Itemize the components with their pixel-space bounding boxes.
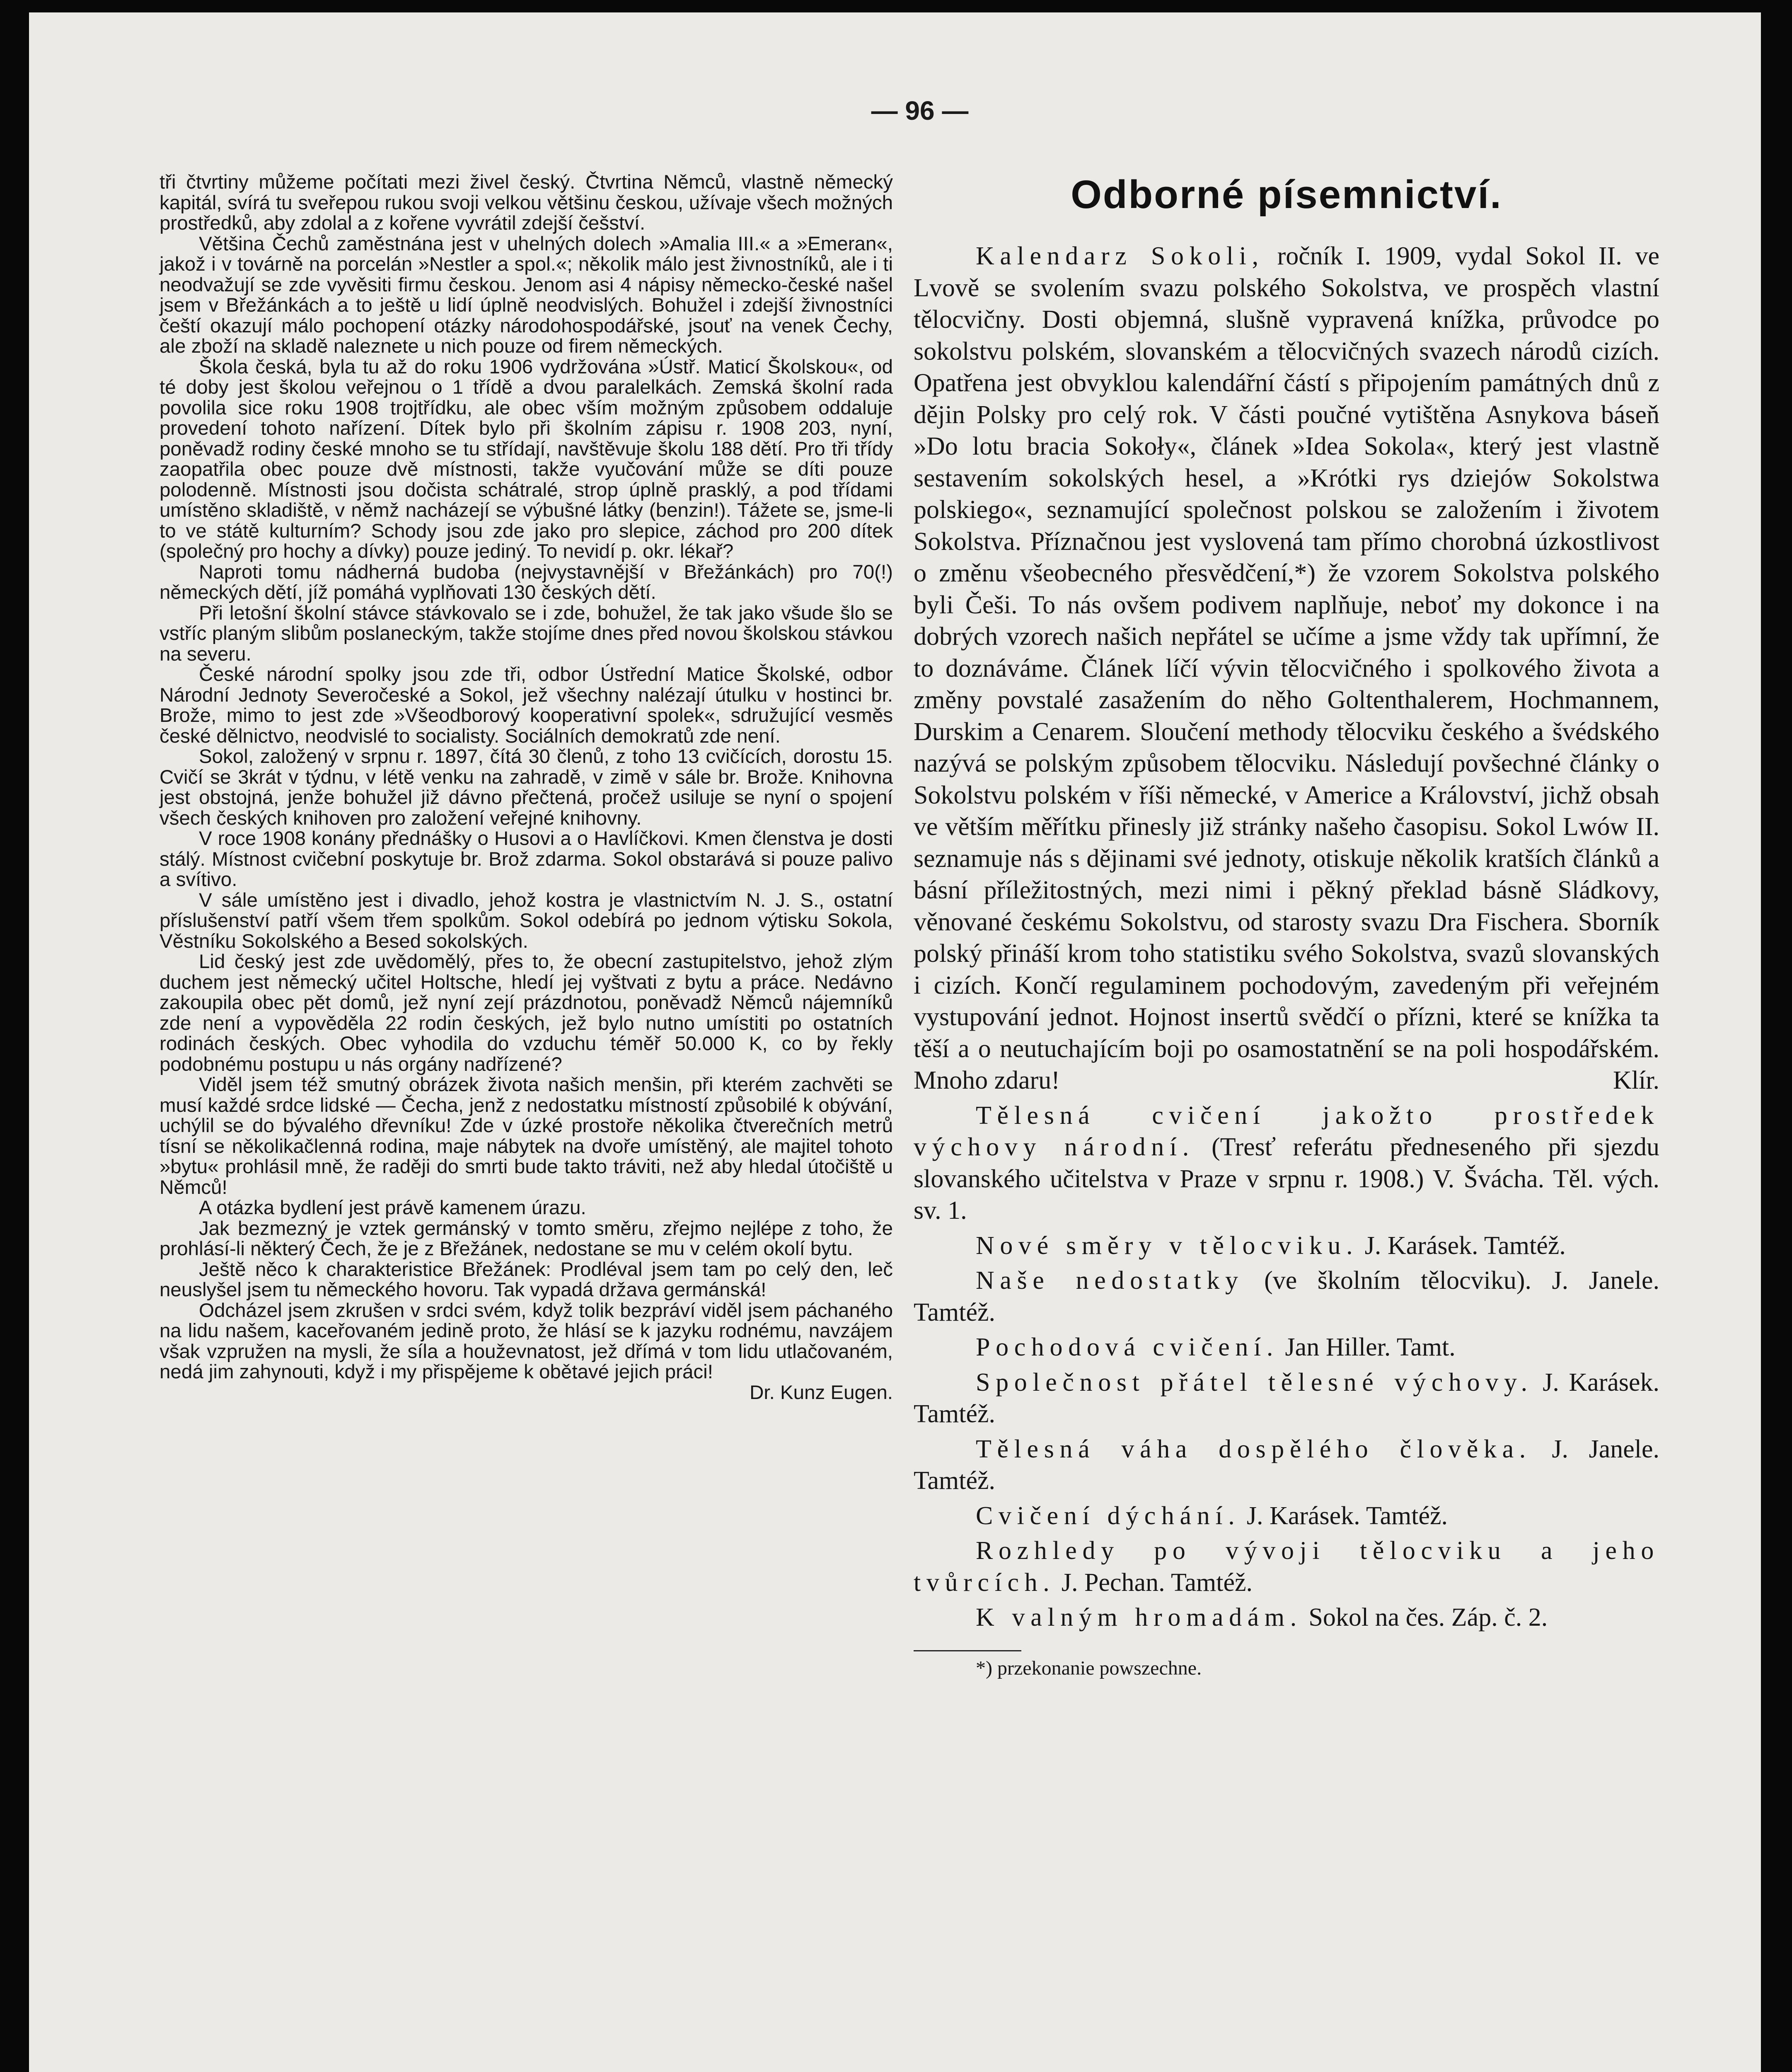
section-title: Odborné písemnictví.	[1071, 172, 1502, 217]
bibliography-item-title: Tělesná váha dospělého člověka.	[976, 1435, 1531, 1463]
article-paragraph	[160, 1299, 893, 1404]
article-paragraph: Ještě něco k charakteristice Břežánek: Prodléval jsem tam po celý den, leč neuslyšel jsem tu německého hovoru. Tak vypadá država germánská!	[160, 1258, 893, 1301]
page-number: — 96 —	[871, 96, 969, 126]
bibliography-item	[914, 1433, 1659, 1497]
bibliography-item-title: Pochodová cvičení.	[976, 1333, 1279, 1361]
article-paragraph: V sále umístěno jest i divadlo, jehož kostra je vlastnictvím N. J. S., ostatní příslušenství patří všem třem spolkům. Sokol odebírá po jednom výtisku Sokola, Věstníku Sokolského a Besed sokolských.	[160, 889, 893, 952]
review-author: Klír.	[1613, 1066, 1659, 1094]
article-paragraph: Naproti tomu nádherná budoba (nejvystavnější v Břežánkách) pro 70(!) německých dětí, jíž pomáhá vyplňovati 130 českých dětí.	[160, 561, 893, 603]
article-paragraph: Škola česká, byla tu až do roku 1906 vydržována »Ústř. Maticí Školskou«, od té doby jest školou veřejnou o 1 třídě a dvou paralelkách. Zemská školní rada povolila sice roku 1908 trojtřídku, ale obec vším možným způsobem oddaluje provedení tohoto nařízení. Dítek bylo při školním zápisu r. 1908 203, nyní, poněvadž rodiny české mnoho se tu střídají, navštěvuje školu 188 dětí. Pro tři třídy zaopatřila obec pouze dvě místnosti, takže vyučování může se díti pouze polodenně. Místnosti jsou dočista schátralé, strop úplně prasklý, a pod třídami umístěno skladiště, v němž nacházejí se výbušné látky (benzin!). Tážete se, jsme-li to ve státě kulturním? Schody jsou zde jako pro slepice, záchod pro 200 dítek (společný pro hochy a dívky) pouze jediný. To nevidí p. okr. lékař?	[160, 356, 893, 562]
bibliography-item-source: J. Karásek. Tamtéž.	[914, 1368, 1660, 1428]
article-signature: Dr. Kunz Eugen.	[750, 1381, 893, 1404]
footnote: *) przekonanie powszechne.	[976, 1657, 1202, 1679]
article-paragraph: tři čtvrtiny můžeme počítati mezi živel český. Čtvrtina Němců, vlastně německý kapitál, svírá tu sveřepou rukou svoji velkou většinu českou, užívaje všech možných prostředků, aby zdolal a z kořene vyvrátil zdejší češství.	[160, 171, 893, 234]
bibliography-item	[914, 1331, 1659, 1363]
bibliography-item-source: (ve školním tělocviku). J. Janele. Tamtéž.	[914, 1266, 1659, 1326]
left-column-article	[160, 172, 893, 1403]
review-title: Kalendarz Sokoli,	[976, 242, 1264, 270]
bibliography-item	[914, 1535, 1659, 1598]
article-paragraph: České národní spolky jsou zde tři, odbor Ústřední Matice Školské, odbor Národní Jednoty Severočeské a Sokol, jež všechny nalézají útulku v hostinci br. Brože, mimo to jest zde »Všeodborový kooperativní spolek«, sdružující vesměs české dělnictvo, neodvislé to socialisty. Sociálních demokratů zde není.	[160, 663, 893, 747]
bibliography-item-title: Tělesná cvičení jakožto prostředek výchovy národní.	[914, 1101, 1659, 1161]
bibliography-item	[914, 1500, 1659, 1532]
bibliography-item-title: K valným hromadám.	[976, 1603, 1302, 1631]
article-paragraph: Většina Čechů zaměstnána jest v uhelných dolech »Amalia III.« a »Emeran«, jakož i v továrně na porcelán »Nestler a spol.«; několik málo jest živnostníků, ale i ti neodvažují se zde vyvěsiti firmu českou. Jenom asi 4 nápisy německo-české našel jsem v Břežánkách a to ještě u lidí úplně neodvislých. Bohužel i zdejší živnostníci čeští okazují málo pochopení otázky národohospodářské, jsouť na venek Čechy, ale zboží na skladě naleznete u nich pouze od firem německých.	[160, 232, 893, 357]
bibliography-item-title: Společnost přátel tělesné výchovy.	[976, 1368, 1533, 1397]
bibliography-item-source: Jan Hiller. Tamt.	[1279, 1333, 1456, 1361]
footnote-divider	[914, 1650, 1021, 1651]
article-paragraph-text: Odcházel jsem zkrušen v srdci svém, když tolik bezpráví viděl jsem páchaného na lidu našem, kaceřovaném jedině proto, že hlásí se k jazyku rodnému, navzájem však vzpružen na mysli, že síla a houževnatost, jež dřímá v tom lidu utlačovaném, nedá jim zahynouti, když i my přispějeme k obětavé jejich práci!	[160, 1299, 893, 1383]
article-paragraph: Viděl jsem též smutný obrázek života našich menšin, při kterém zachvěti se musí každé srdce lidské — Čecha, jenž z nedostatku místností způsobilé k obývání, uchýlil se do bývalého dřevníku! Zde v úzké prostoře několika čtverečních metrů tísní se několikačlenná rodina, maje nábytek na dvoře umístěný, ale majitel tohoto »bytu« prohlásil mně, že raději do smrti bude takto tráviti, než aby hledal útočiště u Němců!	[160, 1074, 893, 1198]
bibliography-item	[914, 1265, 1659, 1328]
article-paragraph: Jak bezmezný je vztek germánský v tomto směru, zřejmo nejlépe z toho, že prohlásí-li některý Čech, že je z Břežánek, nedostane se mu v celém okolí bytu.	[160, 1217, 893, 1260]
bibliography-item-source: (Tresť referátu předneseného při sjezdu slovanského učitelstva v Praze v srpnu r. 1908.) V. Švácha. Těl. vých. sv. 1.	[914, 1133, 1660, 1225]
right-column-literature	[914, 172, 1659, 1680]
bibliography-item-title: Nové směry v tělocviku.	[976, 1231, 1359, 1260]
bibliography-item-title: Rozhledy po vývoji tělocviku a jeho tvůrcích.	[914, 1537, 1659, 1597]
page-sheet	[29, 12, 1761, 2072]
article-paragraph: Při letošní školní stávce stávkovalo se i zde, bohužel, že tak jako všude šlo se vstříc planým slibům poslaneckým, takže stojíme dnes před novou školskou stávkou na severu.	[160, 602, 893, 665]
bibliography-item-title: Cvičení dýchání.	[976, 1501, 1241, 1530]
bibliography-item-source: Sokol na čes. Záp. č. 2.	[1302, 1603, 1548, 1631]
review-paragraph	[914, 240, 1659, 1097]
article-paragraph: Lid český jest zde uvědomělý, přes to, že obecní zastupitelstvo, jehož zlým duchem jest německý učitel Holtsche, hledí jej vyštvati z bytu a práce. Nedávno zakoupila obec pět domů, jež nyní zejí prázdnotou, poněvadž Němců nájemníků zde není a vypověděla 22 rodin českých, jež bylo nutno umístiti po ostatních rodinách českých. Obec vyhodila do vzduchu téměř 50.000 K, co by řekly podobnému postupu u nás orgány nadřízené?	[160, 951, 893, 1075]
article-paragraph: Sokol, založený v srpnu r. 1897, čítá 30 členů, z toho 13 cvičících, dorostu 15. Cvičí se 3krát v týdnu, v létě venku na zahradě, v zimě v sále br. Brože. Knihovna jest obstojná, jenže bohužel již dávno přečtená, pročež usiluje se nyní o spojení všech českých knihoven pro založení veřejné knihovny.	[160, 746, 893, 829]
bibliography-item-source: J. Karásek. Tamtéž.	[1358, 1231, 1566, 1260]
bibliography-item-source: J. Karásek. Tamtéž.	[1240, 1501, 1448, 1530]
bibliography-item	[914, 1602, 1659, 1634]
bibliography-item	[914, 1230, 1659, 1262]
article-paragraph: V roce 1908 konány přednášky o Husovi a o Havlíčkovi. Kmen členstva je dosti stálý. Místnost cvičební poskytuje br. Brož zdarma. Sokol obstarává si pouze palivo a svítivo.	[160, 828, 893, 891]
review-text: ročník I. 1909, vydal Sokol II. ve Lvově se svolením svazu polského Sokolstva, ve prospěch vlastní tělocvičny. Dosti objemná, slušně vypravená knížka, průvodce po sokolstvu polském, slovanském a tělocvičných svazech národů cizích. Opatřena jest obvyklou kalendářní částí s připojením památných dnů z dějin Polsky pro celý rok. V části poučné vytištěna Asnykova báseň »Do lotu bracia Sokoły«, článek »Idea Sokola«, který jest vlastně sestavením sokolských hesel, a »Krótki rys dziejów Sokolstwa polskiego«, seznamující společnost polskou se založením i životem Sokolstva. Příznačnou jest vyslovená tam přímo chorobná úzkostlivost o změnu všeobecného přesvědčení,*) že vzorem Sokolstva polského byli Češi. To nás ovšem podivem naplňuje, neboť my dokonce i na dobrých vzorech našich nepřátel se učíme a jsme vždy tak upřímní, že to doznáváme. Článek líčí vývin tělocvičného i spolkového života a změny povstalé zasažením do něho Goltenthalerem, Hochmannem, Durskim a Cenarem. Sloučení methody tělocviku českého a švédského nazývá se polským způsobem tělocviku. Následují povšechné články o Sokolstvu polském v říši německé, v Americe a Království, jichž obsah ve větším měřítku přinesly již stránky našeho časopisu. Sokol Lwów II. seznamuje nás s dějinami své jednoty, otiskuje několik kratších článků a básní příležitostných, mezi nimi i pěkný překlad básně Sládkovy, věnované českému Sokolstvu, od starosty svazu Dra Fischera. Sborník polský přináší krom toho statistiku svého Sokolstva, svazů slovanských i cizích. Končí regulaminem pochodovým, zavedeným při veřejném vystupování jednot. Hojnost insertů svědčí o přízni, které se knížka ta těší a o neutuchajícím boji po osamostatnění se na poli hospodářském. Mnoho zdaru!	[914, 242, 1659, 1094]
bibliography-item	[914, 1367, 1659, 1430]
bibliography-item-source: J. Pechan. Tamtéž.	[1055, 1568, 1253, 1597]
bibliography-item	[914, 1100, 1659, 1227]
bibliography-item-title: Naše nedostatky	[976, 1266, 1244, 1295]
bibliography-item-source: J. Janele. Tamtéž.	[914, 1435, 1659, 1495]
article-paragraph: A otázka bydlení jest právě kamenem úrazu.	[199, 1197, 586, 1219]
